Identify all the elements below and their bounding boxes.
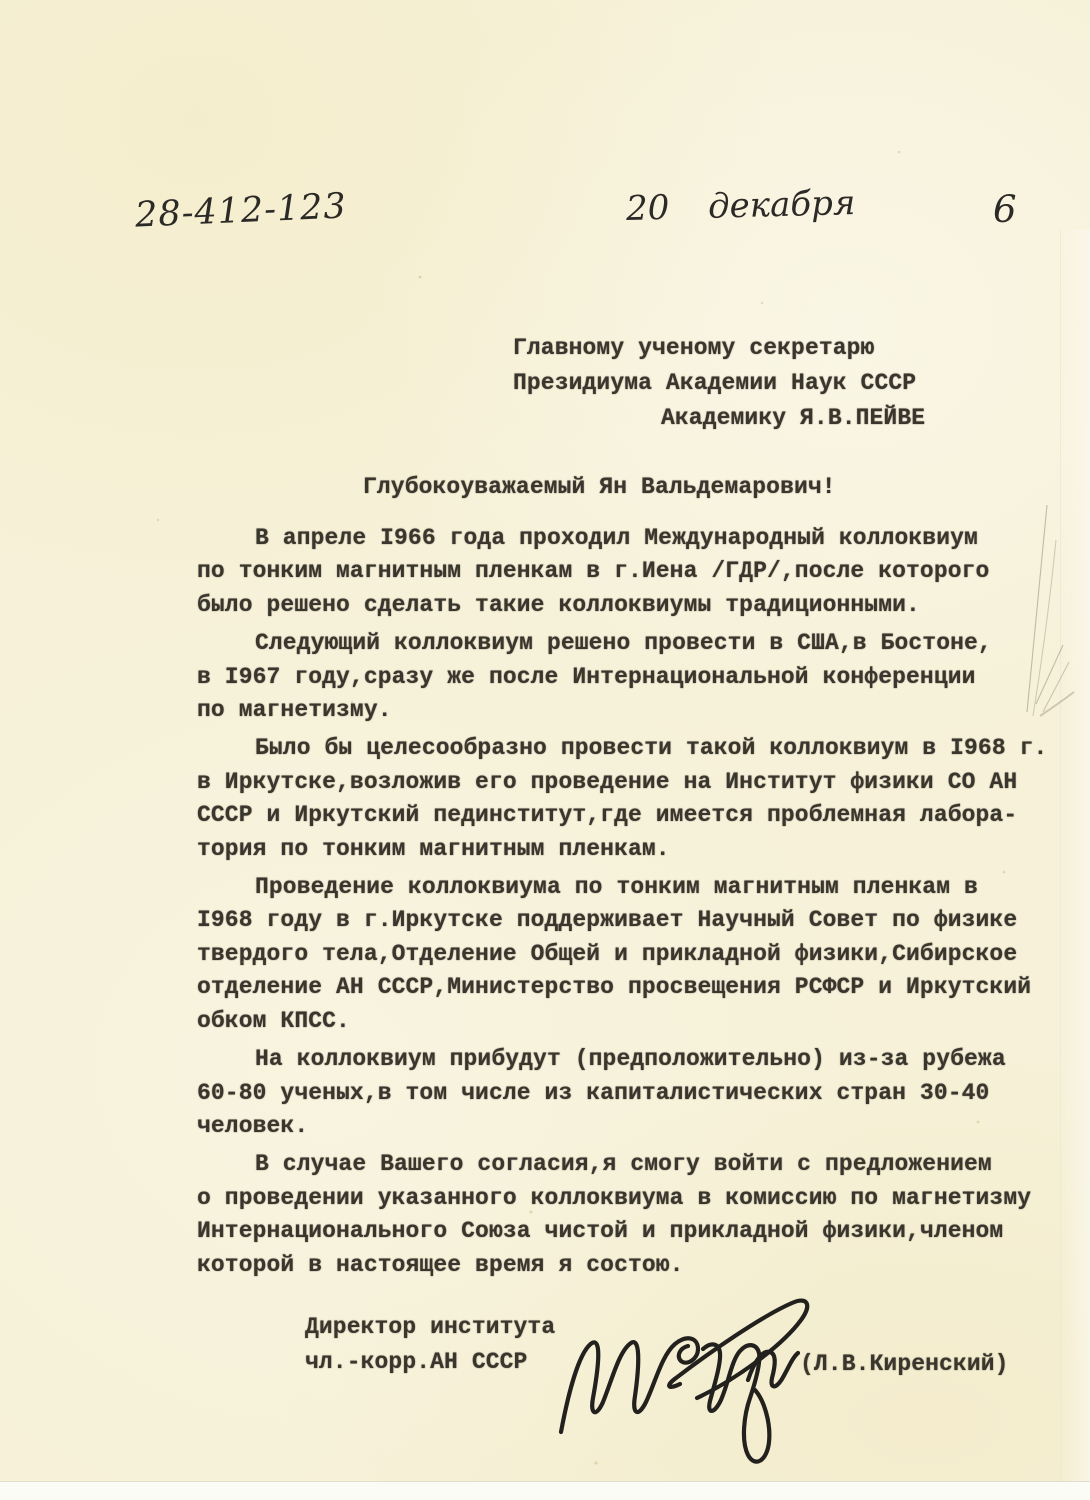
body-line: отделение АН СССР,Министерство просвещения РСФСР и Иркутский	[197, 974, 1032, 1001]
body-line: о проведении указанного коллоквиума в комиссию по магнетизму	[197, 1184, 1032, 1211]
paragraph	[197, 522, 1037, 622]
paragraph	[197, 871, 1037, 1038]
recipient-line: Президиума Академии Наук СССР	[513, 370, 917, 396]
body-line: СССР и Иркутский пединститут,где имеется проблемная лабора-	[197, 802, 1018, 829]
paper-right-edge	[1060, 230, 1090, 1481]
body-line: В случае Вашего согласия,я смогу войти с предложением	[255, 1151, 992, 1178]
signature-rank: чл.-корр.АН СССР	[305, 1349, 528, 1375]
body-line: в I967 году,сразу же после Интернациональной конференции	[197, 663, 976, 690]
body-line: твердого тела,Отделение Общей и прикладной физики,Сибирское	[197, 940, 1018, 967]
handwritten-page-number: 6	[993, 188, 1017, 231]
recipient-line: Главному ученому секретарю	[513, 335, 875, 361]
body-line: I968 году в г.Иркутске поддерживает Научный Совет по физике	[197, 907, 1018, 934]
body-line: Проведение коллоквиума по тонким магнитным пленкам в	[255, 874, 978, 901]
handwritten-date: 20 декабря	[625, 183, 856, 229]
body-line: по магнетизму.	[197, 697, 392, 724]
body-line: 60-80 ученых,в том числе из капиталистических стран 30-40	[197, 1079, 990, 1106]
body-line: которой в настоящее время я состою.	[197, 1251, 684, 1278]
paragraph	[197, 732, 1048, 866]
letter-body	[197, 522, 1048, 1287]
salutation-line: Глубокоуважаемый Ян Вальдемарович!	[363, 474, 836, 500]
body-line: обком КПСС.	[197, 1007, 350, 1034]
body-line: Следующий коллоквиум решено провести в США,в Бостоне,	[255, 630, 992, 657]
paragraph	[197, 1148, 1037, 1282]
signature-name: (Л.В.Киренский)	[800, 1351, 1009, 1377]
body-line: Интернационального Союза чистой и прикладной физики,членом	[197, 1218, 1004, 1245]
paragraph	[197, 627, 1037, 727]
body-line: в Иркутске,возложив его проведение на Институт физики СО АН	[197, 768, 1018, 795]
recipient-line: Академику Я.В.ПЕЙВЕ	[661, 405, 926, 431]
paragraph	[197, 1043, 1037, 1143]
body-line: по тонким магнитным пленкам в г.Иена /ГДР/,после которого	[197, 558, 990, 585]
body-line: В апреле I966 года проходил Международный коллоквиум	[255, 525, 978, 551]
body-line: Было бы целесообразно провести такой коллоквиум в I968 г.	[255, 735, 1048, 762]
recipient-block	[513, 331, 925, 436]
handwritten-ref-number: 28-412-123	[134, 186, 348, 236]
scanner-background-strip	[0, 1481, 1090, 1500]
body-line: человек.	[197, 1112, 309, 1139]
signature-title-block	[305, 1310, 555, 1380]
body-line: На коллоквиум прибудут (предположительно) из-за рубежа	[255, 1046, 1006, 1073]
body-line: тория по тонким магнитным пленкам.	[197, 835, 670, 862]
signature-title: Директор института	[305, 1314, 556, 1340]
body-line: было решено сделать такие коллоквиумы традиционными.	[197, 591, 920, 618]
